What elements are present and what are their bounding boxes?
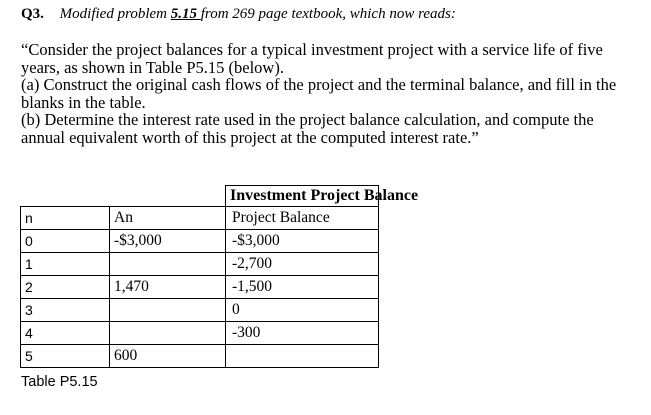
- cell-balance: [226, 345, 379, 368]
- cell-balance: 0: [226, 299, 379, 322]
- cell-n: 1: [21, 253, 110, 276]
- cell-balance: -300: [226, 322, 379, 345]
- cell-n: 4: [21, 322, 110, 345]
- table-row: [21, 345, 379, 368]
- project-balance-table: [20, 185, 419, 368]
- table-row: [21, 276, 379, 299]
- header-project-balance: Project Balance: [226, 207, 379, 230]
- part-a-text: (a) Construct the original cash flows of the project and the terminal balance, and fill in the blanks in the table.: [21, 75, 617, 112]
- cell-balance: -1,500: [226, 276, 379, 299]
- cell-n: 0: [21, 230, 110, 253]
- question-header: [21, 6, 456, 23]
- problem-reference: 5.15: [170, 6, 201, 22]
- cell-n: 2: [21, 276, 110, 299]
- question-number: Q3.: [21, 6, 44, 22]
- table-title: Investment Project Balance: [226, 186, 379, 207]
- header-an: An: [110, 207, 226, 230]
- cell-n: 5: [21, 345, 110, 368]
- table-header-row: [21, 207, 379, 230]
- table-row: [21, 322, 379, 345]
- table-row: [21, 253, 379, 276]
- question-description: [60, 6, 456, 22]
- cell-balance: -$3,000: [226, 230, 379, 253]
- description-suffix: from 269 page textbook, which now reads:: [200, 6, 456, 22]
- cell-an: 1,470: [110, 276, 226, 299]
- table-title-row: [21, 186, 379, 207]
- cell-n: 3: [21, 299, 110, 322]
- cell-balance: -2,700: [226, 253, 379, 276]
- table-row: [21, 299, 379, 322]
- description-prefix: Modified problem: [59, 6, 171, 22]
- cell-an: -$3,000: [110, 230, 226, 253]
- problem-intro: “Consider the project balances for a typical investment project with a service life of five years, as shown in Table P5.15 (below).: [21, 40, 603, 77]
- part-b-text: (b) Determine the interest rate used in the project balance calculation, and compute the annual equivalent worth of this project at the computed interest rate.”: [21, 110, 594, 147]
- cell-an: [110, 299, 226, 322]
- problem-statement: [21, 41, 631, 146]
- cell-an: [110, 322, 226, 345]
- cell-an: [110, 253, 226, 276]
- table-caption: Table P5.15: [21, 374, 98, 390]
- header-n: n: [21, 207, 110, 230]
- cell-an: 600: [110, 345, 226, 368]
- table-row: [21, 230, 379, 253]
